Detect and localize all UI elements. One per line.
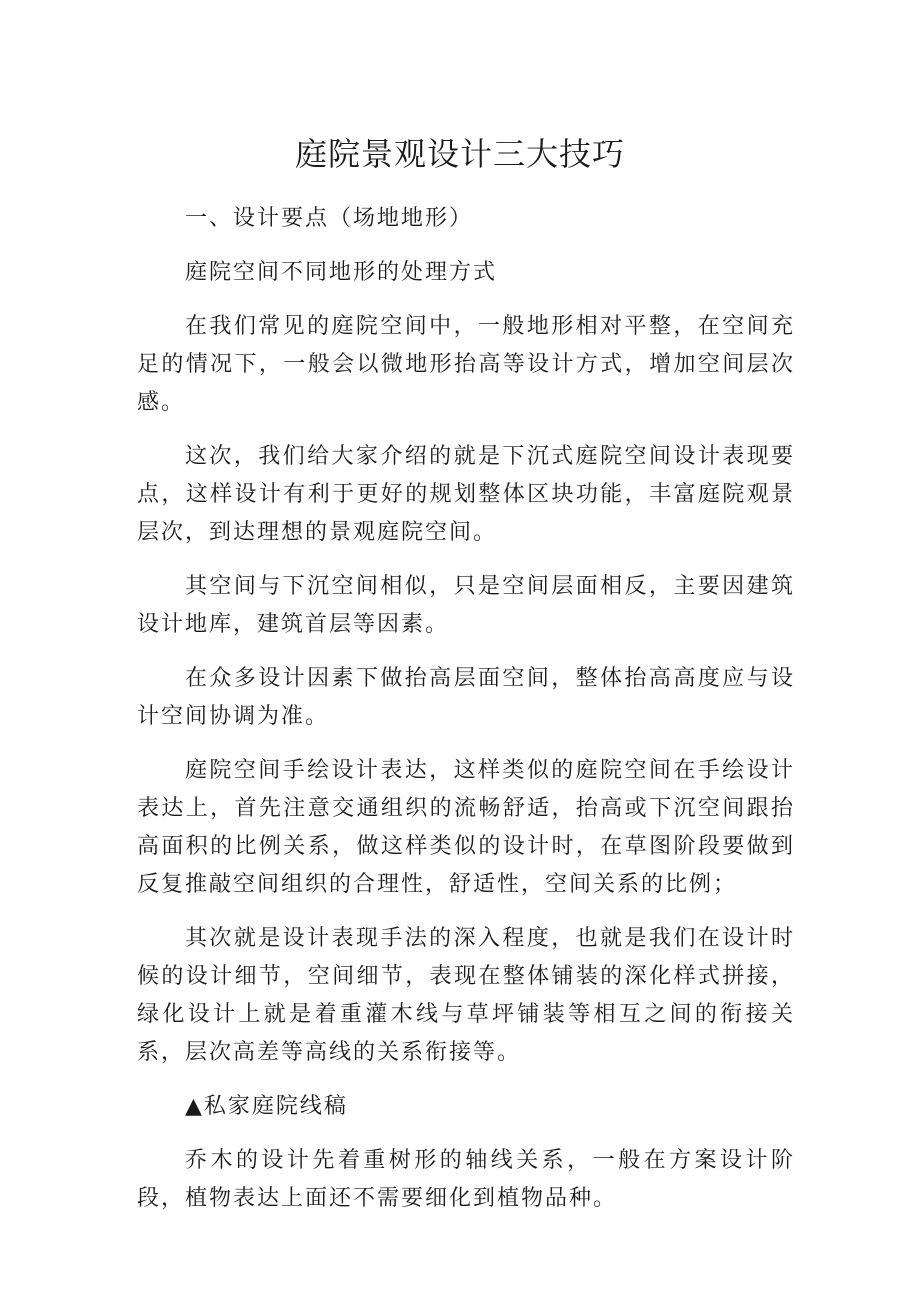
paragraph: 在众多设计因素下做抬高层面空间，整体抬高高度应与设计空间协调为准。: [137, 666, 795, 729]
paragraph: 其次就是设计表现手法的深入程度，也就是我们在设计时候的设计细节，空间细节，表现在整体铺装的深化样式拼接，绿化设计上就是着重灌木线与草坪铺装等相互之间的衔接关系，层次高差等高线的关系衔接等。: [137, 926, 795, 1065]
subsection-heading: 庭院空间不同地形的处理方式: [185, 260, 498, 285]
paragraph: 乔木的设计先着重树形的轴线关系，一般在方案设计阶段，植物表达上面还不需要细化到植物品种。: [137, 1148, 795, 1211]
section-heading: 一、设计要点（场地地形）: [185, 206, 474, 231]
document-title: 庭院景观设计三大技巧: [294, 135, 625, 173]
paragraph: 在我们常见的庭院空间中，一般地形相对平整，在空间充足的情况下，一般会以微地形抬高等设计方式，增加空间层次感。: [137, 314, 795, 415]
figure-caption: ▲私家庭院线稿: [185, 1094, 348, 1119]
paragraph: 庭院空间手绘设计表达，这样类似的庭院空间在手绘设计表达上，首先注意交通组织的流畅舒适，抬高或下沉空间跟抬高面积的比例关系，做这样类似的设计时，在草图阶段要做到反复推敲空间组织的合理性，舒适性，空间关系的比例；: [137, 758, 795, 897]
document-body: [137, 200, 795, 1234]
paragraph: 其空间与下沉空间相似，只是空间层面相反，主要因建筑设计地库，建筑首层等因素。: [137, 574, 795, 637]
paragraph: 这次，我们给大家介绍的就是下沉式庭院空间设计表现要点，这样设计有利于更好的规划整体区块功能，丰富庭院观景层次，到达理想的景观庭院空间。: [137, 444, 795, 545]
